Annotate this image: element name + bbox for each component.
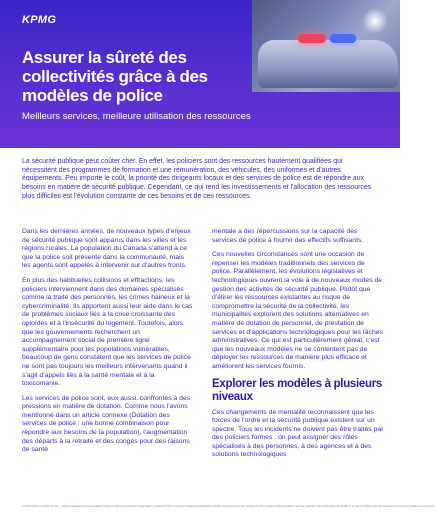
page-title: Assurer la sûreté des collectivités grâce à des modèles de police bbox=[22, 48, 208, 105]
left-column bbox=[22, 228, 194, 461]
right-paragraph-3: Ces changements de mentalité reconnaissent que les forces de l'ordre et la sécurité publique existent sur un spectre. Tous les incidents ne doivent pas être traités par des policiers formés : on peut assigner des rôles spécialisés à des personnes, à des agences et à des solutions technologiques bbox=[212, 408, 384, 459]
intro-paragraph: La sécurité publique peut coûter cher. En effet, les policiers sont des ressources hautement qualifiées qui nécessitent des programmes de formation et une rémunération, des véhicules, des uniformes et d'autres équipements. Peu importe le coût, la priorité des dirigeants locaux et des services de police est de répondre aux besoins en matière de sécurité publique. Cependant, ce qui rend les investissements et l'allocation des ressources plus difficiles est l'évolution constante de ces besoins et de ces ressources. bbox=[22, 158, 372, 200]
copyright-footer: © 2024 KPMG s.r.l./S.E.N.C.R.L., société canadienne à responsabilité limitée et cabinet membre de l'organisation mondiale KPMG de cabinets indépendants affiliés à KPMG International Limited, société de droit anglais à responsabilité limitée par garantie. Tous droits réservés. KPMG et le logo de KPMG sont des marques de commerce utilisées sous licence. bbox=[22, 505, 435, 508]
left-paragraph-3: Les services de police sont, eux aussi, confrontés à des pressions en matière de dotation. Comme nous l'avons mentionné dans un article connexe (Dotation des services de police : une bonne combinaison pour répondre aux besoins de la population), l'augmentation des départs à la retraite et des congés pour des raisons de santé bbox=[22, 394, 191, 454]
right-paragraph-1: mentale a des répercussions sur la capacité des services de police à fournir des effectifs suffisants. bbox=[212, 228, 364, 244]
light-glare bbox=[362, 8, 388, 34]
header-banner bbox=[0, 0, 400, 148]
red-siren-light bbox=[298, 34, 326, 43]
kpmg-logo: KPMG bbox=[22, 14, 57, 26]
right-paragraph-2: Ces nouvelles circonstances sont une occasion de repenser les modèles traditionnels des services de police. Parallèlement, les évolutions législatives et technologiques ouvrent la voie à de nouveaux modes de gestion des activités de sécurité publique. Plutôt que d'étirer les ressources existantes au risque de compromettre la sécurité de la collectivité, les municipalités explorent des solutions alternatives en matière de dotation de personnel, de prestation de services et d'applications technologiques pour les tâches administratives. Ce qui est particulièrement génial, c'est que les nouveaux modèles ne se contentent pas de déployer les ressources de manière plus efficace et améliorent les services fournis. bbox=[212, 251, 383, 370]
page-subtitle: Meilleurs services, meilleure utilisation des ressources bbox=[22, 111, 251, 122]
right-column bbox=[212, 228, 384, 466]
police-car-photo bbox=[252, 0, 400, 92]
police-car-shape bbox=[258, 40, 398, 88]
left-paragraph-2: En plus des habituelles collisions et effractions, les policiers interviennent dans des domaines spécialisés comme la traite des personnes, les crimes haineux et la cybercriminalité. Ils apportent aussi leur aide dans le cas de problèmes sociaux liés à la crise croissante des opioïdes et à l'insécurité du logement. Toutefois, alors que les gouvernements recherchent un accompagnement social de première ligne supplémentaire pour les populations vulnérables, beaucoup de gens constatent que les services de police ne sont pas toujours les meilleurs intervenants quand il s'agit d'appels liés à la santé mentale et à la toxicomanie. bbox=[22, 276, 193, 388]
section-heading: Explorer les modèles à plusieurs niveaux bbox=[212, 377, 383, 403]
blue-siren-light bbox=[330, 34, 356, 43]
left-paragraph-1: Dans les dernières années, de nouveaux types d'enjeux de sécurité publique sont apparus dans les villes et les régions rurales. La population du Canada s'attend à ce que la police soit présente dans la communauté, mais les agents sont appelés à intervenir sur d'autres fronts. bbox=[22, 228, 191, 270]
